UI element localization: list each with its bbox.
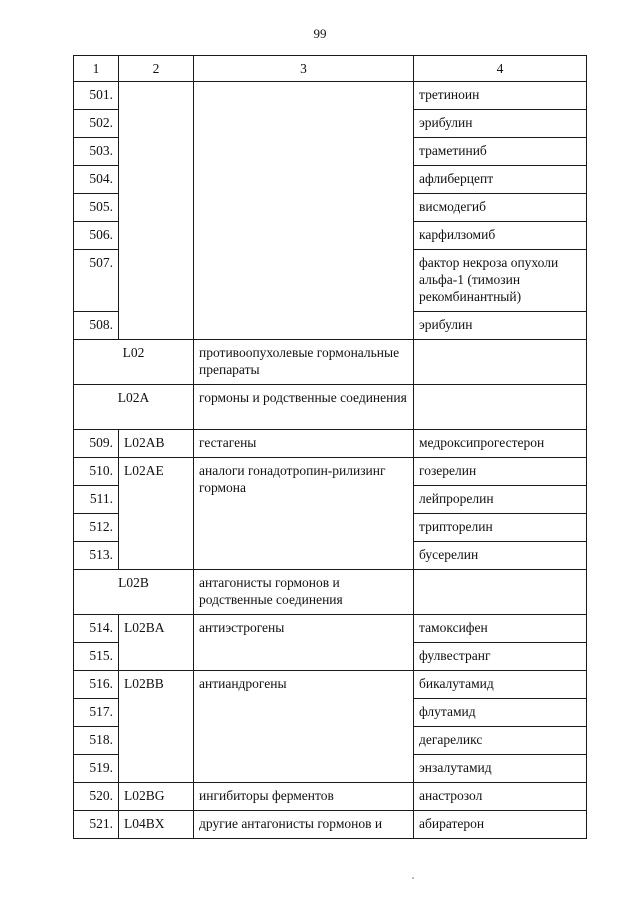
- group-row: [74, 340, 587, 385]
- row-number: 515.: [74, 643, 119, 671]
- drug-name: фактор некроза опухоли альфа-1 (тимозин рекомбинантный): [414, 250, 587, 312]
- drug-name: энзалутамид: [414, 755, 587, 783]
- drug-name: афлиберцепт: [414, 166, 587, 194]
- drug-name: фулвестранг: [414, 643, 587, 671]
- column-header-4: 4: [414, 56, 587, 82]
- drug-name: дегареликс: [414, 727, 587, 755]
- row-number: 502.: [74, 110, 119, 138]
- row-number: 506.: [74, 222, 119, 250]
- drug-name: эрибулин: [414, 110, 587, 138]
- drug-name: висмодегиб: [414, 194, 587, 222]
- drug-name: флутамид: [414, 699, 587, 727]
- drug-name-empty: [414, 340, 587, 385]
- group-name: гестагены: [194, 430, 414, 458]
- drug-name: третиноин: [414, 82, 587, 110]
- row-number: 508.: [74, 312, 119, 340]
- row-number: 511.: [74, 486, 119, 514]
- group-name: антиэстрогены: [194, 615, 414, 671]
- table-row: [74, 82, 587, 110]
- drug-name: карфилзомиб: [414, 222, 587, 250]
- drug-name-empty: [414, 570, 587, 615]
- table-row: [74, 783, 587, 811]
- atc-code-cell: [119, 82, 194, 340]
- atc-code: L02BB: [119, 671, 194, 783]
- drug-name: анастрозол: [414, 783, 587, 811]
- table-row: [74, 615, 587, 643]
- drug-name: абиратерон: [414, 811, 587, 839]
- row-number: 516.: [74, 671, 119, 699]
- group-row: [74, 385, 587, 430]
- drug-classification-table: [73, 55, 587, 839]
- drug-name: траметиниб: [414, 138, 587, 166]
- drug-name: бусерелин: [414, 542, 587, 570]
- group-name: антагонисты гормонов и родственные соединения: [194, 570, 414, 615]
- group-name: противоопухолевые гормональные препараты: [194, 340, 414, 385]
- group-code: L02: [74, 340, 194, 385]
- row-number: 510.: [74, 458, 119, 486]
- scan-speck: [412, 877, 414, 879]
- row-number: 512.: [74, 514, 119, 542]
- group-row: [74, 570, 587, 615]
- table-row: [74, 811, 587, 839]
- atc-code: L02BA: [119, 615, 194, 671]
- row-number: 514.: [74, 615, 119, 643]
- table-header-row: [74, 56, 587, 82]
- row-number: 509.: [74, 430, 119, 458]
- table-row: [74, 671, 587, 699]
- group-name-cell: [194, 82, 414, 340]
- drug-name: эрибулин: [414, 312, 587, 340]
- row-number: 505.: [74, 194, 119, 222]
- atc-code: L02AE: [119, 458, 194, 570]
- drug-name: трипторелин: [414, 514, 587, 542]
- row-number: 517.: [74, 699, 119, 727]
- table-row: [74, 458, 587, 486]
- row-number: 503.: [74, 138, 119, 166]
- table-row: [74, 430, 587, 458]
- group-name: другие антагонисты гормонов и: [194, 811, 414, 839]
- column-header-3: 3: [194, 56, 414, 82]
- column-header-1: 1: [74, 56, 119, 82]
- drug-name: гозерелин: [414, 458, 587, 486]
- row-number: 501.: [74, 82, 119, 110]
- group-name: ингибиторы ферментов: [194, 783, 414, 811]
- group-code: L02B: [74, 570, 194, 615]
- row-number: 504.: [74, 166, 119, 194]
- row-number: 520.: [74, 783, 119, 811]
- row-number: 521.: [74, 811, 119, 839]
- group-name: гормоны и родственные соединения: [194, 385, 414, 430]
- atc-code: L02AB: [119, 430, 194, 458]
- drug-name: бикалутамид: [414, 671, 587, 699]
- group-name: аналоги гонадотропин-рилизинг гормона: [194, 458, 414, 570]
- row-number: 518.: [74, 727, 119, 755]
- page-number: 99: [313, 26, 327, 41]
- row-number: 513.: [74, 542, 119, 570]
- drug-name: лейпрорелин: [414, 486, 587, 514]
- drug-name: тамоксифен: [414, 615, 587, 643]
- atc-code: L02BG: [119, 783, 194, 811]
- row-number: 519.: [74, 755, 119, 783]
- atc-code: L04BX: [119, 811, 194, 839]
- column-header-2: 2: [119, 56, 194, 82]
- row-number: 507.: [74, 250, 119, 312]
- drug-name-empty: [414, 385, 587, 430]
- group-name: антиандрогены: [194, 671, 414, 783]
- group-code: L02A: [74, 385, 194, 430]
- drug-name: медроксипрогестерон: [414, 430, 587, 458]
